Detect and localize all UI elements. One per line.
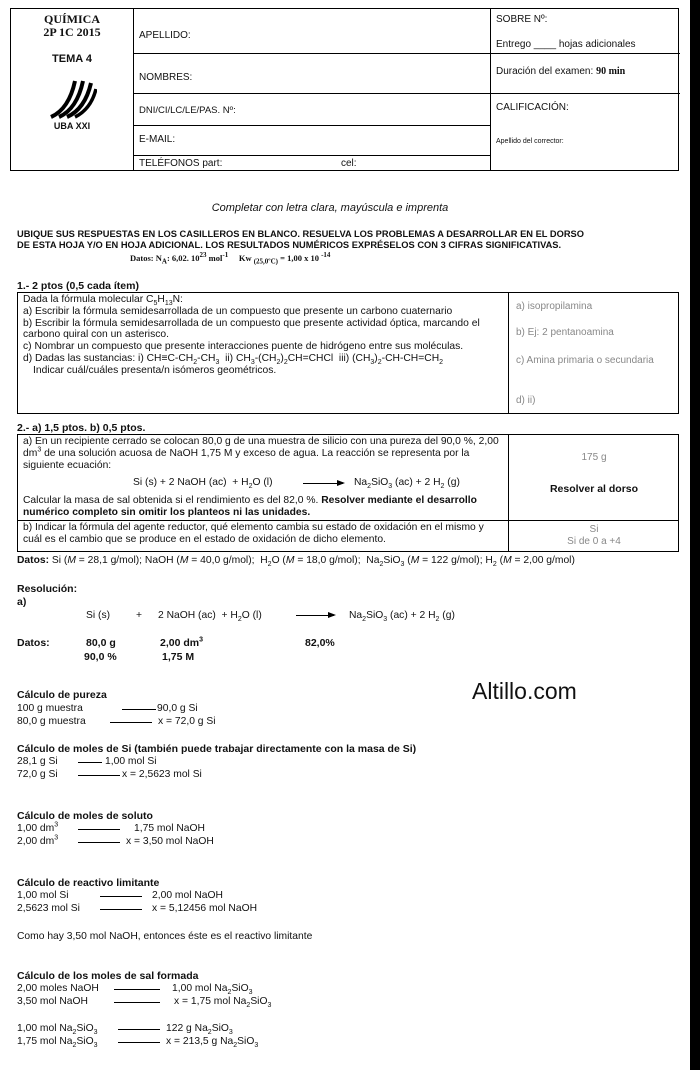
sal-line1-left: 2,00 moles NaOH [17,983,99,994]
q2-item-b: b) Indicar la fórmula del agente reductor, qué elemento cambia su estado de oxidación en el mismo y cuál es el cambio que se produce en el estado de oxidación de dicho elemento. [23,522,484,545]
resolucion-datos-label: Datos: [17,637,50,649]
limitante-line1-right: 2,00 mol NaOH [152,890,223,901]
q1-answer-d: d) ii) [516,395,536,406]
moles-si-line2-left: 72,0 g Si [17,769,58,780]
dni-label: DNI/CI/LC/LE/PAS. Nº: [139,105,236,116]
soluto-line1-right: 1,75 mol NaOH [134,823,205,834]
q2-datos: Datos: Si (M = 28,1 g/mol); NaOH (M = 40,0 g/mol); $H_2O$ (M = 18,0 g/mol); $Na_2SiO_3$ (M = 122 g/mol); $H_2$ (M = 2,00 g/mol) [17,555,575,569]
tema-label: TEMA 4 [52,53,92,65]
soluto-title: Cálculo de moles de soluto [17,810,153,822]
q1-answer-a: a) isopropilamina [516,301,593,312]
q2-table [17,434,679,552]
uba-logo-text: UBA XXI [53,121,91,131]
resolucion-eq-plus: + [136,610,143,621]
telefonos-label: TELÉFONOS part: [139,158,223,169]
sal-line2-left: 3,50 mol NaOH [17,996,88,1007]
instructions-title: Completar con letra clara, mayúscula e imprenta [211,202,449,214]
sal-line1-right: 1,00 mol $Na_2SiO_3$ [172,983,253,997]
limitante-line1-left: 1,00 mol Si [17,890,69,901]
moles-si-line1-right: 1,00 mol Si [105,756,157,767]
dato-masa: 80,0 g [86,637,116,649]
sal-line3-left: 1,00 mol $Na_2SiO_3$ [17,1023,98,1037]
pureza-line1-right: 90,0 g Si [157,703,198,714]
q2-answer-a2: Resolver al dorso [549,483,639,495]
limitante-line2-left: 2,5623 mol Si [17,903,80,914]
limitante-line2-right: x = 5,12456 mol NaOH [152,903,258,914]
limitante-conclusion: Como hay 3,50 mol NaOH, entonces éste es el reactivo limitante [17,931,313,942]
q2-calc: Calcular la masa de sal obtenida si el rendimiento es del 82,0 %. Resolver mediante el desarrollo numérico completo sin omitir los planteos ni las unidades. [23,495,477,518]
uba-logo-icon [49,79,97,119]
watermark: Altillo.com [472,678,577,704]
q1-title: 1.- 2 ptos (0,5 cada ítem) [17,280,139,292]
pureza-line2-left: 80,0 g muestra [17,716,86,727]
pureza-line1-left: 100 g muestra [17,703,83,714]
soluto-line2-right: x = 3,50 mol NaOH [126,836,214,847]
soluto-line2-left: 2,00 $dm^3$ [17,834,59,847]
sobre-label: SOBRE Nº: [496,14,548,25]
apellido-label: APELLIDO: [139,30,191,41]
duracion-label: Duración del examen: 90 min [496,66,626,77]
sal-title: Cálculo de los moles de sal formada [17,970,199,982]
q2-answer-b2: Si de 0 a +4 [567,536,621,547]
resolucion-title: Resolución: [17,583,78,595]
resolucion-arrow-icon [296,615,334,616]
q1-item-d2: Indicar cuál/cuáles presenta/n isómeros geométricos. [33,364,277,376]
instructions-line2: DE ESTA HOJA Y/O EN HOJA ADICIONAL. LOS RESULTADOS NUMÉRICOS EXPRÉSELOS CON 3 CIFRAS SIGNIFICATIVAS. [17,240,562,250]
sal-line4-left: 1,75 mol $Na_2SiO_3$ [17,1036,98,1050]
exam-header [10,8,679,171]
resolucion-eq-si: Si (s) [86,610,111,621]
nombres-label: NOMBRES: [139,72,193,83]
q2-item-a: a) En un recipiente cerrado se colocan 80,0 g de una muestra de silicio con una pureza del 90,0 %, 2,00 $dm^3$ de una solución acuosa de NaOH 1,75 M y exceso de agua. La reacción se representa por la siguiente ecuación: [23,436,499,471]
q2-answer-b1: Si [589,524,599,535]
instructions-datos: Datos: $N_A$: 6,02. $10^{23}$ mol$^{-1}$ Kw $_{(25,0ºC)}$ = 1,00 x 10 $^{-14}$ [130,251,331,266]
cel-label: cel: [341,158,357,169]
pureza-title: Cálculo de pureza [17,689,107,701]
q1-item-a: a) Escribir la fórmula semidesarrollada de un compuesto que presente un carbono cuaternario [23,305,453,317]
pureza-line2-right: x = 72,0 g Si [158,716,216,727]
instructions-line1: UBIQUE SUS RESPUESTAS EN LOS CASILLEROS EN BLANCO. RESUELVA LOS PROBLEMAS A DESARROLLAR EN EL DORSO [17,229,584,239]
dato-pureza: 90,0 % [84,651,117,663]
q2-equation-right: $Na_2SiO_3$ (ac) + 2 $H_2$ (g) [354,477,460,491]
q1-item-b: b) Escribir la fórmula semidesarrollada de un compuesto que presente actividad óptica, marcando el carbono quiral con un asterisco. [23,317,480,341]
calificacion-label: CALIFICACIÓN: [496,102,569,113]
reaction-arrow-icon [303,483,343,484]
dato-molaridad: 1,75 M [162,651,195,663]
sal-line4-right: x = 213,5 g $Na_2SiO_3$ [166,1036,259,1050]
dato-rendimiento: 82,0% [305,637,335,649]
moles-si-line1-left: 28,1 g Si [17,756,58,767]
email-label: E-MAIL: [139,134,176,145]
right-edge-bar [690,0,700,1070]
corrector-label: Apellido del corrector: [496,138,564,145]
entrego-label: Entrego ____ hojas adicionales [496,39,636,50]
q1-answer-c: c) Amina primaria o secundaria [516,355,654,366]
q1-answer-b: b) Ej: 2 pentanoamina [516,327,614,338]
resolucion-eq-reactants: 2 NaOH $(ac) + H_2O$ (l) [158,610,262,624]
q2-title: 2.- a) 1,5 ptos. b) 0,5 ptos. [17,422,146,434]
q1-item-c: c) Nombrar un compuesto que presente interacciones puente de hidrógeno entre sus moléculas. [23,341,464,353]
exam-code: 2P 1C 2015 [43,25,101,39]
q1-item-d: d) Dadas las sustancias: i) $CH\equiv C-CH_2-CH_3$ ii) $CH_3-(CH_2)_2CH=CHCl$ iii) $(CH_3)_2-CH-CH=CH_2$ [23,352,444,367]
soluto-line1-left: 1,00 $dm^3$ [17,821,59,834]
q1-intro: Dada la fórmula molecular $C_5H_{13}N$: [23,294,183,308]
dato-volumen: 2,00 $dm^3$ [160,636,204,649]
q1-table [17,292,679,414]
resolucion-eq-products: $Na_2SiO_3$ (ac) + 2 $H_2$ (g) [349,610,455,624]
sal-line3-right: 122 g $Na_2SiO_3$ [166,1023,233,1037]
moles-si-title: Cálculo de moles de Si (también puede trabajar directamente con la masa de Si) [17,743,417,755]
subject-title: QUÍMICA [44,12,100,26]
limitante-title: Cálculo de reactivo limitante [17,877,160,889]
q2-equation-left: Si (s) + 2 NaOH $(ac) + H_2O$ (l) [133,477,273,491]
sal-line2-right: x = 1,75 mol $Na_2SiO_3$ [174,996,272,1010]
resolucion-a: a) [17,596,27,608]
moles-si-line2-right: x = 2,5623 mol Si [122,769,202,780]
q2-answer-a: 175 g [581,452,607,463]
